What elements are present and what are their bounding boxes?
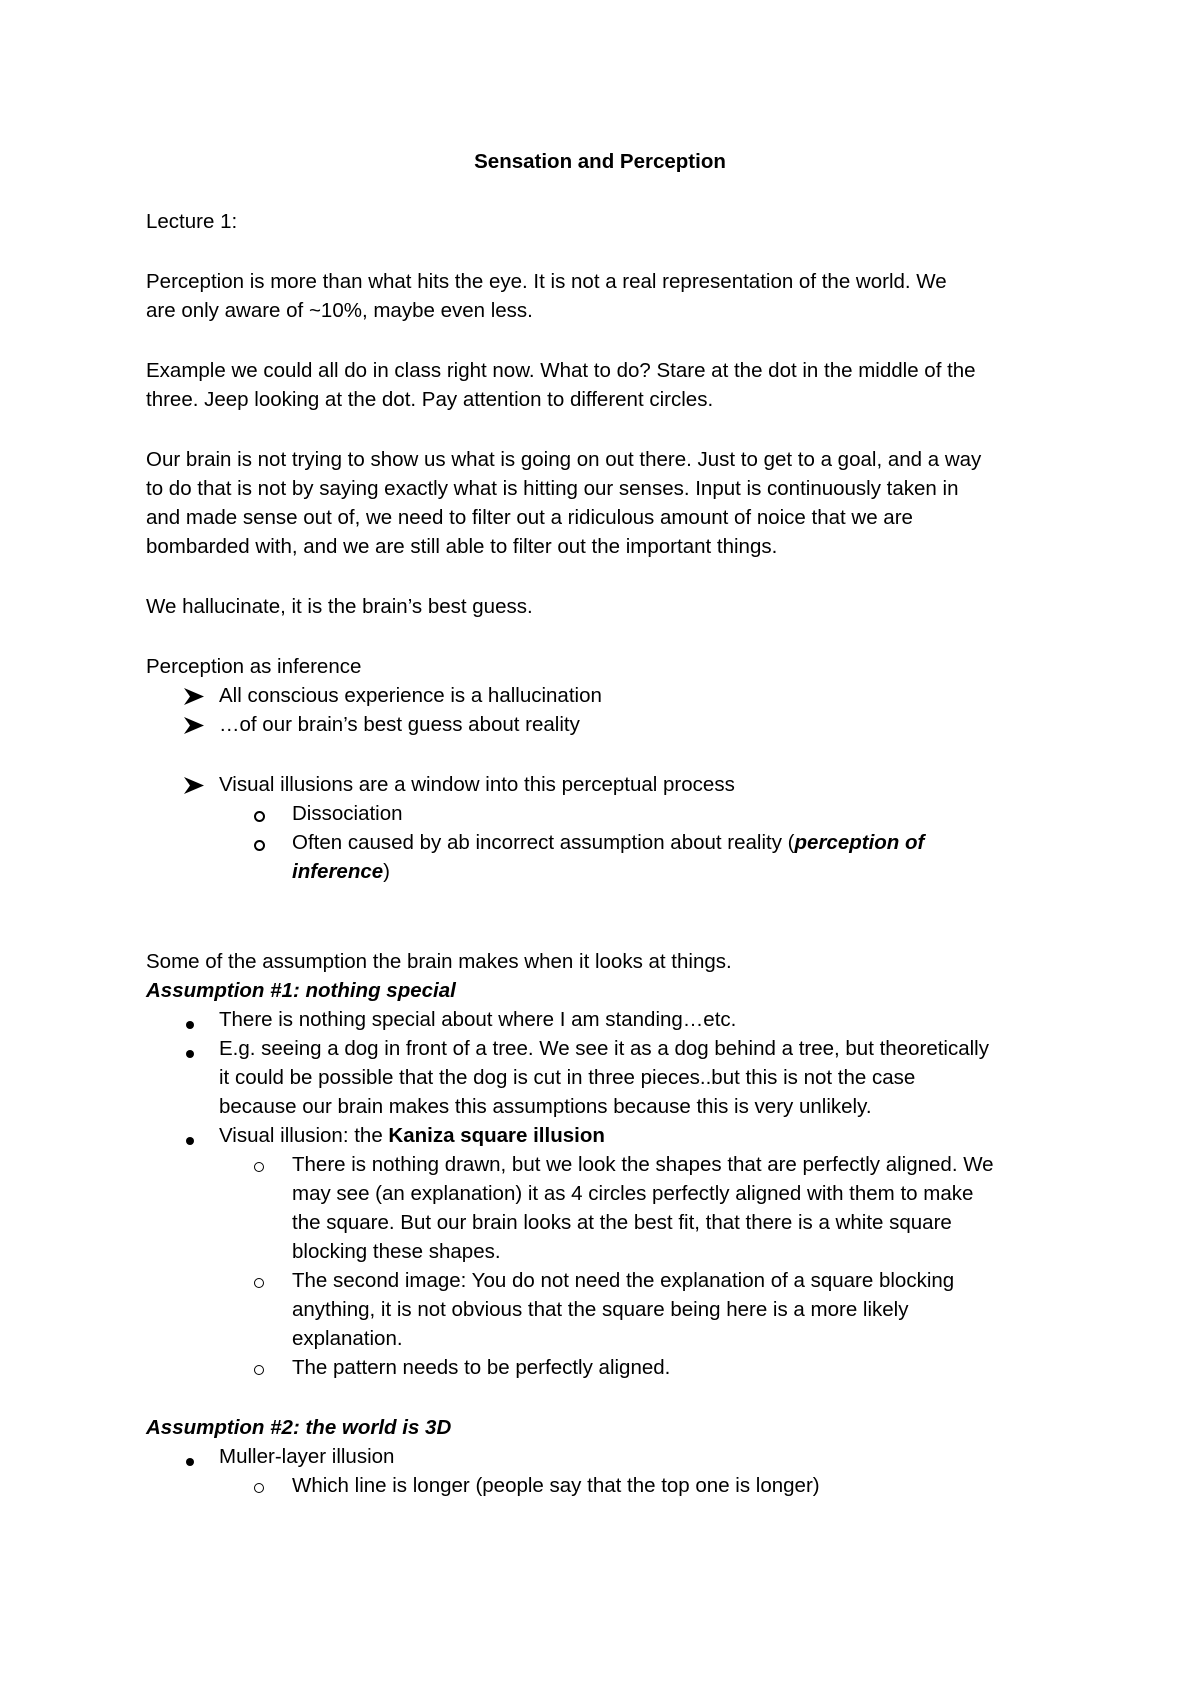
paragraph-line: bombarded with, and we are still able to filter out the important things. (146, 535, 778, 558)
list-item: All conscious experience is a hallucination (219, 684, 602, 707)
list-item: Muller-layer illusion (219, 1445, 395, 1468)
circle-bullet-icon (254, 811, 265, 822)
list-item: E.g. seeing a dog in front of a tree. We see it as a dog behind a tree, but theoretically (219, 1037, 989, 1060)
list-text: Visual illusion: the (219, 1124, 389, 1147)
sub-list-item-continuation: explanation. (292, 1327, 403, 1350)
section-heading: Perception as inference (146, 655, 362, 678)
list-item: There is nothing special about where I am standing…etc. (219, 1008, 737, 1031)
arrow-bullet-icon (182, 681, 206, 711)
paragraph-line: Example we could all do in class right now. What to do? Stare at the dot in the middle of the (146, 359, 976, 382)
sub-list-item: Dissociation (292, 802, 403, 825)
sub-list-item: The second image: You do not need the explanation of a square blocking (292, 1269, 955, 1292)
arrow-bullet-icon (182, 770, 206, 800)
assumption-heading: Assumption #2: the world is 3D (146, 1416, 452, 1439)
list-item-continuation: it could be possible that the dog is cut in three pieces..but this is not the case (219, 1066, 916, 1089)
sub-list-item-continuation: anything, it is not obvious that the square being here is a more likely (292, 1298, 909, 1321)
sub-list-text: ) (383, 860, 390, 883)
document-title: Sensation and Perception (474, 150, 726, 173)
sub-list-item: There is nothing drawn, but we look the shapes that are perfectly aligned. We (292, 1153, 994, 1176)
paragraph-line: Perception is more than what hits the eye. It is not a real representation of the world. We (146, 270, 947, 293)
arrow-bullet-icon (182, 710, 206, 740)
list-item-continuation: because our brain makes this assumptions because this is very unlikely. (219, 1095, 872, 1118)
paragraph-line: and made sense out of, we need to filter out a ridiculous amount of noice that we are (146, 506, 913, 529)
paragraph-line: Our brain is not trying to show us what is going on out there. Just to get to a goal, and a way (146, 448, 982, 471)
emphasis-text: inference (292, 860, 384, 883)
sub-list-text: Often caused by ab incorrect assumption about reality ( (292, 831, 795, 854)
paragraph-line: are only aware of ~10%, maybe even less. (146, 299, 533, 322)
bullet-icon (186, 1021, 194, 1029)
sub-list-item-continuation: may see (an explanation) it as 4 circles perfectly aligned with them to make (292, 1182, 974, 1205)
sub-list-item: Which line is longer (people say that the top one is longer) (292, 1474, 820, 1497)
paragraph-line: Some of the assumption the brain makes when it looks at things. (146, 950, 732, 973)
sub-list-item-continuation: blocking these shapes. (292, 1240, 501, 1263)
sub-list-item-continuation (292, 857, 390, 887)
assumption-heading: Assumption #1: nothing special (146, 979, 456, 1002)
sub-list-item-continuation: the square. But our brain looks at the best fit, that there is a white square (292, 1211, 952, 1234)
paragraph-line: three. Jeep looking at the dot. Pay attention to different circles. (146, 388, 714, 411)
paragraph-line: We hallucinate, it is the brain’s best guess. (146, 595, 533, 618)
circle-bullet-icon (254, 1278, 264, 1288)
list-item: …of our brain’s best guess about reality (219, 713, 580, 736)
circle-bullet-icon (254, 1162, 264, 1172)
bullet-icon (186, 1137, 194, 1145)
list-item: Visual illusions are a window into this perceptual process (219, 773, 735, 796)
illusion-name: Kaniza square illusion (388, 1124, 605, 1147)
circle-bullet-icon (254, 1483, 264, 1493)
bullet-icon (186, 1050, 194, 1058)
bullet-icon (186, 1458, 194, 1466)
circle-bullet-icon (254, 840, 265, 851)
lecture-heading: Lecture 1: (146, 210, 238, 233)
emphasis-text: perception of (794, 831, 925, 854)
paragraph-line: to do that is not by saying exactly what is hitting our senses. Input is continuously taken in (146, 477, 959, 500)
list-item (219, 1121, 605, 1151)
sub-list-item: The pattern needs to be perfectly aligned. (292, 1356, 671, 1379)
circle-bullet-icon (254, 1365, 264, 1375)
sub-list-item (292, 828, 924, 858)
